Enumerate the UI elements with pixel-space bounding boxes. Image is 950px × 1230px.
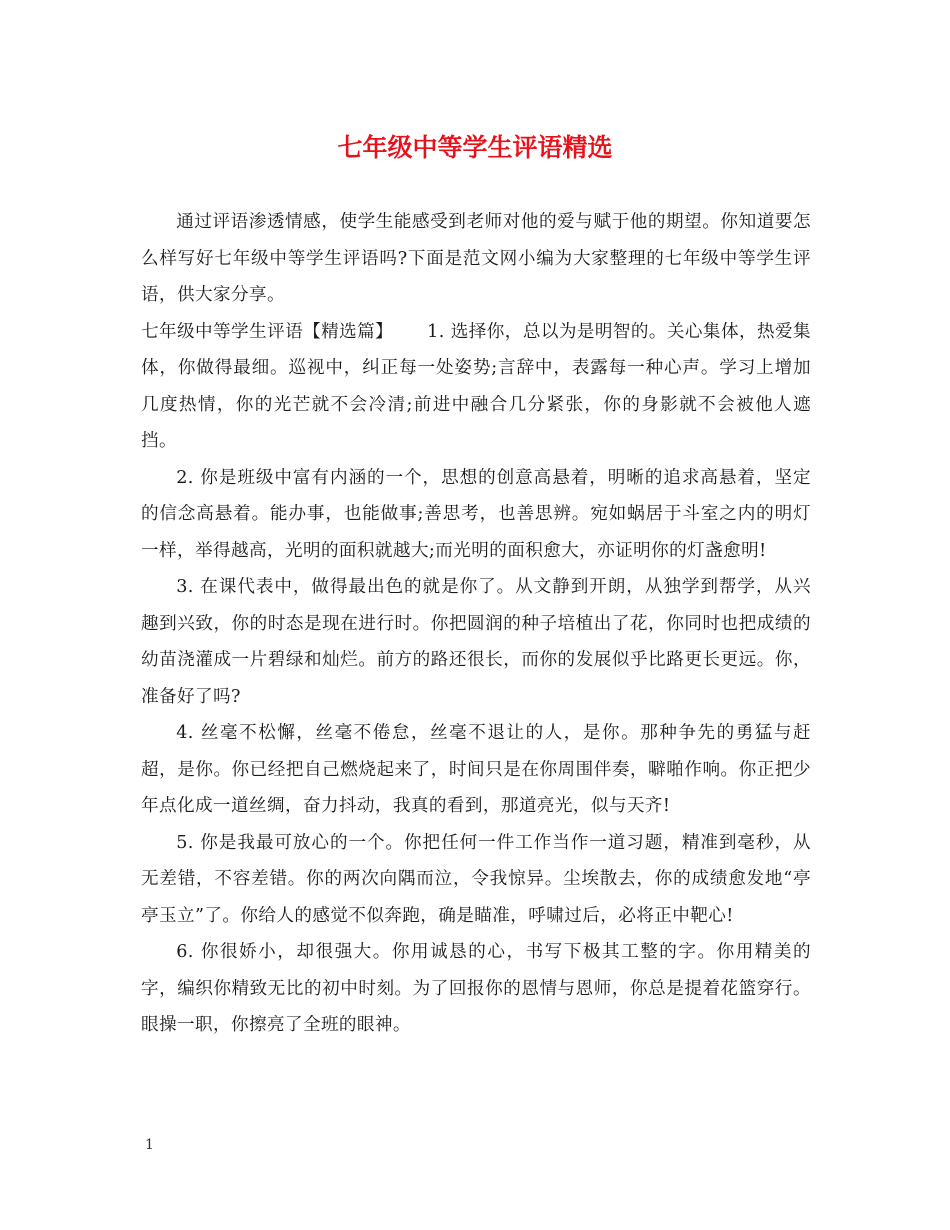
document-body xyxy=(141,204,811,1044)
comment-paragraph-4: 4. 丝毫不松懈，丝毫不倦怠，丝毫不退让的人，是你。那种争先的勇猛与赶超，是你。你已经把自己燃烧起来了，时间只是在你周围伴奏，噼啪作响。你正把少年点化成一道丝绸，奋力抖动，我真的看到，那道亮光，似与天齐! xyxy=(141,723,811,816)
intro-paragraph: 通过评语渗透情感，使学生能感受到老师对他的爱与赋于他的期望。你知道要怎么样写好七年级中等学生评语吗?下面是范文网小编为大家整理的七年级中等学生评语，供大家分享。 xyxy=(141,212,811,305)
document-title: 七年级中等学生评语精选 xyxy=(337,133,613,162)
comment-text-1: 1. 选择你，总以为是明智的。关心集体，热爱集体，你做得最细。巡视中，纠正每一处姿势;言辞中，表露每一种心声。学习上增加几度热情，你的光芒就不会冷清;前进中融合几分紧张，你的身影就不会被他人遮挡。 xyxy=(141,321,811,451)
section-heading: 七年级中等学生评语【精选篇】 xyxy=(141,321,394,342)
comment-paragraph-5: 5. 你是我最可放心的一个。你把任何一件工作当作一道习题，精准到毫秒，从无差错，不容差错。你的两次向隅而泣，令我惊异。尘埃散去，你的成绩愈发地“亭亭玉立”了。你给人的感觉不似奔跑，确是瞄准，呼啸过后，必将正中靶心! xyxy=(141,832,811,926)
comment-paragraph-2: 2. 你是班级中富有内涵的一个，思想的创意高悬着，明晰的追求高悬着，坚定的信念高悬着。能办事，也能做事;善思考，也善思辨。宛如蜗居于斗室之内的明灯一样，举得越高，光明的面积就越大;而光明的面积愈大，亦证明你的灯盏愈明! xyxy=(141,467,811,561)
comment-paragraph-3: 3. 在课代表中，做得最出色的就是你了。从文静到开朗，从独学到帮学，从兴趣到兴致，你的时态是现在进行时。你把圆润的种子培植出了花，你同时也把成绩的幼苗浇灌成一片碧绿和灿烂。前方的路还很长，而你的发展似乎比路更长更远。你，准备好了吗? xyxy=(141,577,811,707)
comment-paragraph-1 xyxy=(141,314,811,460)
comment-paragraph-6: 6. 你很娇小，却很强大。你用诚恳的心，书写下极其工整的字。你用精美的字，编织你精致无比的初中时刻。为了回报你的恩情与恩师，你总是提着花篮穿行。眼操一职，你擦亮了全班的眼神。 xyxy=(141,942,811,1035)
page-number: 1 xyxy=(145,1137,154,1153)
